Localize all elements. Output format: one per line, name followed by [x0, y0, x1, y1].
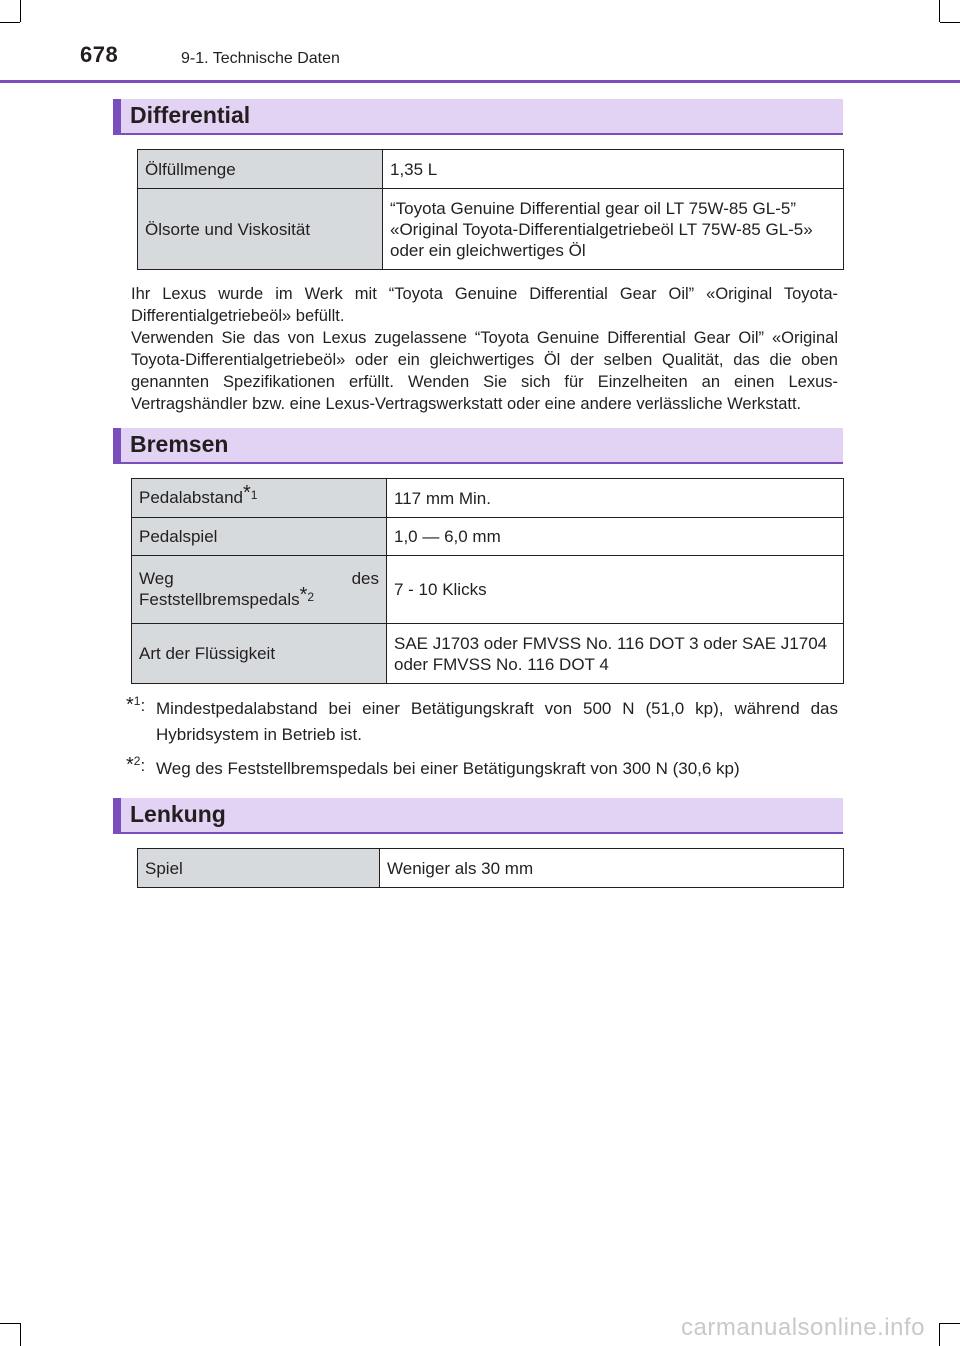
table-value: 1,35 L	[383, 150, 844, 189]
table-row	[138, 189, 844, 270]
section-title: Lenkung	[130, 801, 226, 827]
section-title: Differential	[130, 102, 251, 128]
table-value: 117 mm Min.	[387, 479, 844, 518]
differential-table	[137, 149, 844, 270]
footnote-ref: *2	[299, 583, 315, 606]
footnote-ref: *1	[242, 481, 258, 504]
paragraph: Verwenden Sie das von Lexus zugelassene “Toyota Genuine Differential Gear Oil” «Original Toyota-Differentialgetriebeöl» oder ein gleichwertiges Öl der selben Qualität, das die oben genannten Spezifikationen erfüllt. Wenden Sie sich für Einzelheiten an einen Lexus-Vertragshändler bzw. eine Lexus-Vertragswerkstatt oder eine andere verlässliche Werkstatt.	[131, 329, 838, 413]
table-row	[132, 624, 844, 684]
paragraph: Ihr Lexus wurde im Werk mit “Toyota Genuine Differential Gear Oil” «Original Toyota-Differentialgetriebeöl» befüllt.	[131, 285, 838, 325]
table-value: “Toyota Genuine Differential gear oil LT 75W-85 GL-5” «Original Toyota-Differentialgetriebeöl LT 75W-85 GL-5» oder ein gleichwertiges Öl	[383, 189, 844, 270]
section-header-bremsen	[113, 428, 843, 464]
page-number: 678	[80, 42, 119, 67]
footnote	[126, 756, 838, 782]
footnote-text: Mindestpedalabstand bei einer Betätigungskraft von 500 N (51,0 kp), während das Hybridsystem in Betrieb ist.	[156, 699, 838, 744]
section-header-differential	[113, 99, 843, 135]
chapter-title: 9-1. Technische Daten	[181, 50, 340, 67]
footnote-mark: *$^1$:	[126, 694, 146, 716]
bremsen-table	[131, 478, 844, 684]
crop-mark	[939, 1323, 940, 1346]
table-label: Art der Flüssigkeit	[132, 624, 387, 684]
watermark: carmanualsonline.info	[681, 1314, 925, 1341]
table-value: 7 - 10 Klicks	[387, 556, 844, 624]
footnote-text: Weg des Feststellbremspedals bei einer Betätigungskraft von 300 N (30,6 kp)	[156, 759, 740, 778]
label-text: Pedalabstand	[139, 487, 243, 507]
table-value: 1,0 — 6,0 mm	[387, 518, 844, 556]
label-text: Weg des Feststellbremspedals	[139, 568, 379, 609]
crop-mark	[20, 1323, 21, 1346]
footnote-mark: *$^2$:	[126, 754, 146, 776]
footnote-ref-number: 2	[307, 589, 315, 604]
table-row	[132, 518, 844, 556]
table-row	[138, 849, 844, 888]
header-rule	[0, 80, 960, 83]
table-label: Pedalspiel	[132, 518, 387, 556]
table-label: Spiel	[138, 849, 380, 888]
table-label	[132, 556, 387, 624]
table-value: Weniger als 30 mm	[380, 849, 844, 888]
table-row	[132, 556, 844, 624]
crop-mark	[939, 0, 940, 22]
table-value: SAE J1703 oder FMVSS No. 116 DOT 3 oder SAE J1704 oder FMVSS No. 116 DOT 4	[387, 624, 844, 684]
section-title: Bremsen	[130, 431, 229, 457]
table-row	[138, 150, 844, 189]
footnote-ref-number: 1	[250, 487, 258, 502]
footnote	[126, 696, 838, 748]
crop-mark	[20, 0, 21, 22]
section-header-lenkung	[113, 798, 843, 834]
crop-mark	[0, 1323, 20, 1324]
crop-mark	[0, 22, 20, 23]
crop-mark	[940, 22, 960, 23]
table-row	[132, 479, 844, 518]
table-label	[132, 479, 387, 518]
crop-mark	[940, 1323, 960, 1324]
lenkung-table	[137, 848, 844, 888]
table-label: Ölsorte und Viskosität	[138, 189, 383, 270]
table-label: Ölfüllmenge	[138, 150, 383, 189]
